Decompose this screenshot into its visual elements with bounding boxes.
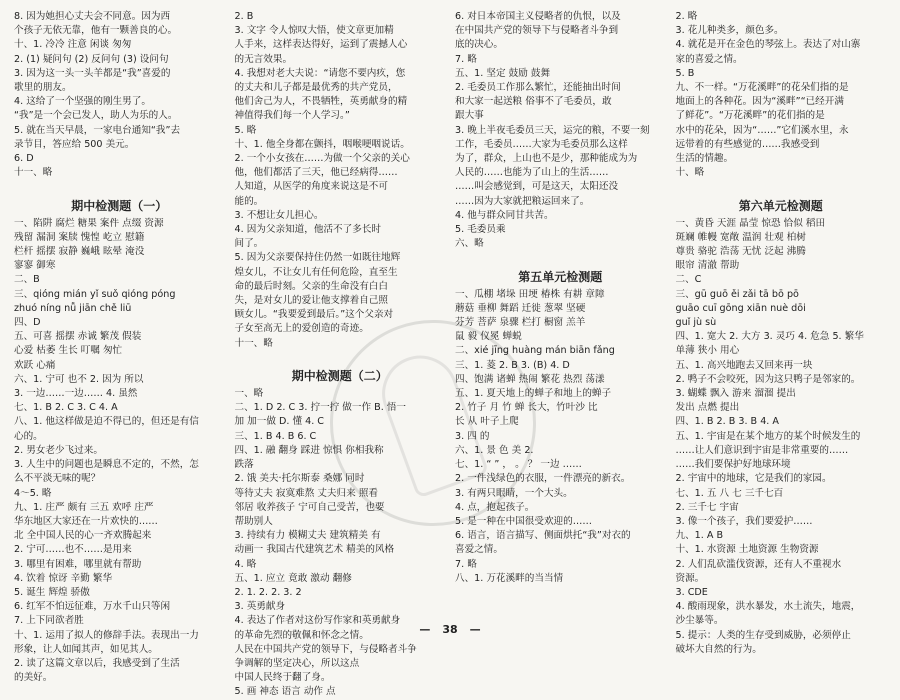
section-heading: 第六单元检测题: [738, 198, 823, 213]
answer-line: 3. 晚上半夜毛委员三天，运完的粮，不要一刻: [455, 124, 650, 136]
answer-line: 和大家一起送粮 俗事不了毛委员，敢: [455, 96, 612, 108]
answer-line: 子女至高无上的爱创造的奇迹。: [234, 323, 369, 335]
answer-line: 欢跃 心痛: [14, 359, 56, 371]
answer-line: 九、1. A B: [675, 530, 724, 542]
answer-line: 三、1. B 4. B 6. C: [234, 430, 317, 442]
answer-line: 邻居 收养孩子 宁可自己受苦，也要: [234, 501, 385, 513]
answer-line: 5. 提示：人类的生存受到威胁，必须停止: [675, 629, 851, 641]
answer-line: 中国人民终于翻了身。: [234, 672, 331, 684]
answer-line: 3. 花儿种类多，颜色多。: [675, 25, 784, 37]
answer-line: 3. 因为这一头一头羊都是“我”喜爱的: [14, 67, 171, 79]
answer-line: 的美好。: [14, 672, 53, 684]
answer-line: 2. 宁可……也不……是用来: [14, 544, 132, 556]
answer-line: 华东地区大家还在一片欢快的……: [14, 515, 158, 527]
answer-line: 7. 略: [455, 53, 477, 65]
answer-line: guǐ jù sù: [675, 317, 717, 329]
answer-line: 么不平淡无味的呢？: [14, 473, 101, 485]
answer-line: 蘑菇 垂柳 舞蹈 迁徙 葱翠 坚硬: [455, 302, 586, 314]
answer-line: 地面上的各种花。因为“溪畔”“已经开满: [675, 96, 844, 108]
answer-line: ……因为大家就把粮运回来了。: [455, 195, 590, 207]
answer-line: 2. 毛委员工作那么繁忙，还能抽出时间: [455, 82, 621, 94]
answer-line: 5. B: [675, 67, 695, 79]
answer-line: 6. 红军不怕远征难，万水千山只等闲: [14, 601, 171, 613]
answer-line: 3. 人生中的问题也是瞬息不定的，不然，怎: [14, 459, 199, 471]
answer-line: 6. D: [14, 153, 34, 165]
answer-line: 8. 因为她担心丈夫会不同意。因为西: [14, 11, 171, 22]
answer-line: 人手来，这样表达得好，运到了震撼人心: [234, 39, 408, 51]
answer-line: 4. 点，抱起孩子。: [455, 501, 535, 513]
answer-line: 2. 男女老少飞过来。: [14, 444, 103, 456]
answer-line: 八、1. 万花溪畔的当当情: [455, 572, 564, 584]
answer-line: 破坏大自然的行为。: [675, 643, 762, 655]
answer-line: [455, 251, 666, 265]
answer-line: 3. 像一个孩子，我们要爱护……: [675, 515, 813, 527]
answer-line: 七、1. “ ” ， 。 ？ 一边 ……: [455, 459, 582, 471]
answer-line: 二、1. D 2. C 3. 拧一拧 做一作 B. 悟一: [234, 402, 407, 414]
answer-line: 十一、略: [14, 167, 53, 179]
answer-line: 四、1. 宽大 2. 大方 3. 灵巧 4. 危急 5. 繁华: [675, 331, 864, 343]
answer-line: 间了。: [234, 238, 264, 250]
answer-line: 4. 就花是开在金色的琴弦上。表达了对山寨: [675, 39, 861, 51]
column-2: [235, 10, 446, 700]
answer-line: 2. 略: [675, 11, 698, 22]
answer-line: 水中的花朵，因为“……”它们溪水里，永: [675, 124, 849, 136]
answer-line: 4. 这给了一个坚强的刚生男了。: [14, 96, 151, 108]
answer-line: 能的。: [234, 195, 264, 207]
answer-line: 斑斓 帷幔 宽敞 温润 壮观 柏树: [675, 231, 806, 243]
answer-line: 失，是对女儿的爱让他支撑着自己照: [234, 295, 388, 307]
answer-line: 尊贵 骆驼 浩荡 无忧 泛起 沸腾: [675, 246, 806, 258]
answer-line: 十、1. 他全身都在颤抖，咽喉哽咽说话。: [234, 138, 410, 150]
answer-line: 4. 表达了作者对这份写作家和英勇献身: [234, 615, 401, 627]
answer-line: 4. 酸雨现象，洪水暴发，水土流失，地震，: [675, 601, 861, 613]
answer-line: 跌落: [234, 459, 254, 471]
answer-line: 二、xié jīng huàng mán biān fǎng: [455, 345, 615, 357]
answer-line: 鼠 毅 仪冕 蝉蜕: [455, 331, 522, 343]
answer-line: 录节目，答应给 500 美元。: [14, 138, 135, 150]
answer-line: 残留 漏洞 案牍 愧惶 屹立 慰籍: [14, 231, 145, 243]
answer-line: 煌女儿，不让女儿有任何危险，直至生: [234, 266, 398, 278]
answer-line: 6. 对日本帝国主义侵略者的仇恨，以及: [455, 11, 621, 22]
answer-line: 五、1. 坚定 鼓励 鼓舞: [455, 67, 551, 79]
answer-line: 的革命先烈的敬佩和怀念之情。: [234, 629, 369, 641]
answer-line: 人知道，从医学的角度来说这是不可: [234, 181, 388, 193]
answer-line: 八、1. 他这样做是迫不得已的，但还是有信: [14, 416, 199, 428]
answer-line: 四、饱满 诸蝉 热闹 繁花 热烈 荡漾: [455, 373, 605, 385]
answer-line: 个孩子无依无靠，他有一颗善良的心。: [14, 25, 178, 37]
answer-line: 芬芳 菩萨 泉骤 栏打 橱窗 羔羊: [455, 317, 586, 329]
answer-line: 加 加一做 D. 懂 4. C: [234, 416, 325, 428]
answer-line: 九、不一样。“万花溪畔”的花朵们指的是: [675, 82, 849, 94]
answer-line: 他们舍己为人，不畏牺牲，英勇献身的精: [234, 96, 408, 108]
answer-line: 争调解的坚定决心，所以这点: [234, 657, 360, 669]
answer-line: 3. CDE: [675, 586, 708, 598]
answer-line: 五、1. 夏天地上的蝉子和地上的蝉子: [455, 388, 612, 400]
answer-line: 2. B: [234, 11, 254, 22]
answer-line: 栏杆 摇摆 寂静 巍峨 眩晕 淹没: [14, 246, 145, 258]
answer-line: ……让人们意识到宇宙是非常重要的……: [675, 444, 849, 456]
answer-line: 3. 有两只眼睛，一个大头。: [455, 487, 573, 499]
answer-line: 5. 画 神态 语言 动作 点: [234, 686, 336, 698]
column-4: [676, 10, 887, 700]
answer-line: 一、陷阱 腐烂 糖果 案件 点缀 资源: [14, 217, 164, 229]
answer-line: 四、D: [14, 317, 41, 329]
answer-line: 帮助别人: [234, 515, 273, 527]
answer-line: 的丈夫和儿子都是最优秀的共产党员，: [234, 82, 398, 94]
answer-line: 五、1. 宇宙是在某个地方的某个时候发生的: [675, 430, 861, 442]
answer-line: 3. 文字 令人惊叹大悟，使文章更加精: [234, 25, 394, 37]
answer-line: ……我们要保护好地球环境: [675, 459, 791, 471]
answer-line: 在中国共产党的领导下与侵略者斗争到: [455, 25, 619, 37]
answer-line: 3. 蝴蝶 飘入 游来 溜溜 提出: [675, 388, 796, 400]
answer-line: 一、瓜棚 堵垛 田埂 椿株 有耕 章障: [455, 288, 605, 300]
answer-line: [235, 351, 446, 365]
answer-line: 生活的情趣。: [675, 153, 734, 165]
answer-line: 神值得我们每一个人学习。”: [234, 110, 350, 122]
answer-line: 三、gū guō ěi zǎi tā bō pō: [675, 288, 799, 300]
answer-line: 九、1. 庄严 颇有 三五 欢呼 庄严: [14, 501, 154, 513]
answer-line: 7. 略: [455, 558, 477, 570]
answer-line: 心爱 枯萎 生长 叮嘱 匆忙: [14, 345, 123, 357]
answer-line: 3. 英勇献身: [234, 601, 286, 613]
answer-line: [676, 180, 887, 194]
answer-line: 5. 毛委员乘: [455, 224, 506, 236]
section-heading: 第五单元检测题: [518, 269, 603, 284]
answer-line: 单薄 狭小 用心: [675, 345, 740, 357]
answer-line: 发出 点燃 提出: [675, 402, 740, 414]
answer-line: 命的最后时刻。父亲的生命没有白白: [234, 280, 388, 292]
answer-line: 六、1. 景 色 美 2.: [455, 444, 534, 456]
answer-line: 6. 语言，语言描写、侧面烘托“我”对衣的: [455, 530, 631, 542]
answer-line: 六、略: [455, 238, 484, 250]
answer-line: 四、1. 融 翻身 踩进 惊惧 你相我称: [234, 444, 384, 456]
answer-line: 七、1. 五 八 七 三千七百: [675, 487, 784, 499]
answer-line: 长 从 叶子上爬: [455, 416, 519, 428]
answer-line: [14, 180, 225, 194]
answer-line: 的无言效果。: [234, 53, 293, 65]
answer-line: 底的决心。: [455, 39, 503, 51]
answer-line: 2. 宇宙中的地球，它是我们的家园。: [675, 473, 832, 485]
answer-line: 2. (1) 疑问句 (2) 反问句 (3) 设问句: [14, 53, 169, 65]
answer-line: 寥寥 御寒: [14, 260, 56, 272]
answer-line: 眼帘 清澈 帮助: [675, 260, 740, 272]
answer-line: 2. 三千七 宇宙: [675, 501, 739, 513]
answer-line: 5. 略: [234, 124, 257, 136]
answer-line: 5. 是一种在中国很受欢迎的……: [455, 515, 592, 527]
answer-line: 十一、略: [234, 337, 273, 349]
answer-line: 五、1. 高兴地跑去又回来再一块: [675, 359, 813, 371]
answer-line: 喜爱之情。: [455, 544, 503, 556]
answer-line: 3. 不想让女儿担心。: [234, 209, 324, 221]
answer-line: 3. 哪里有困难，哪里就有帮助: [14, 558, 142, 570]
answer-line: “我”是一个会已发人，助人为乐的人。: [14, 110, 178, 122]
answer-line: 2. 鸭子不会咬死，因为这只鸭子是邻家的。: [675, 373, 861, 385]
answer-line: 沙尘暴等。: [675, 615, 724, 627]
answer-line: 家的喜爱之情。: [675, 53, 743, 65]
answer-line: 2. 竹子 月 竹 蝉 长大，竹叶沙 比: [455, 402, 598, 414]
answer-line: 二、B: [14, 274, 40, 286]
answer-line: 十、1. 冷冷 注意 闲谈 匆匆: [14, 39, 132, 51]
answer-line: 2. 1. 2. 2. 3. 2: [234, 586, 302, 598]
answer-line: 六、1. 宁可 也不 2. 因为 所以: [14, 373, 144, 385]
section-heading: 期中检测题（二）: [291, 369, 388, 384]
answer-line: 一、略: [234, 388, 264, 400]
answer-line: 等待丈夫 寂寞难熬 丈夫归来 照看: [234, 487, 378, 499]
answer-line: 3. 持续有力 模糊丈夫 建筑精美 有: [234, 530, 381, 542]
answer-line: 资源。: [675, 572, 705, 584]
page-footer: — 38 —: [419, 623, 481, 636]
answer-line: 4～5. 略: [14, 487, 52, 499]
answer-line: 2. 人们乱砍滥伐资源，还有人不重视水: [675, 558, 842, 570]
answer-line: 十、1. 运用了拟人的修辞手法。表现出一力: [14, 629, 199, 641]
answer-line: ……叫会感觉到，可是这天，太阳还没: [455, 181, 619, 193]
answer-line: 5. 就在当天早晨，一家电台通知“我”去: [14, 124, 181, 136]
answer-line: 7. 上下同欲者胜: [14, 615, 84, 627]
answer-line: 七、1. B 2. C 3. C 4. A: [14, 402, 118, 414]
answer-line: guāo cuī gōng xiān nuè dōi: [675, 302, 806, 314]
answer-line: 三、qióng mián yǐ suǒ qióng póng: [14, 288, 176, 300]
answer-line: 4. 因为父亲知道，他活不了多长时: [234, 224, 382, 236]
answer-line: 顾女儿。“我要爱到最后。”这个父亲对: [234, 309, 394, 321]
answer-line: 十、略: [675, 167, 705, 179]
answer-line: 一、黄昏 天涯 晶莹 惊恐 恰似 稻田: [675, 217, 826, 229]
answer-line: 5. 因为父亲要保持住仍然一如既往地辉: [234, 252, 401, 264]
answer-line: 2. 一个小女孩在……为做一个父亲的关心: [234, 153, 410, 165]
answer-line: 五、可喜 摇摆 赤诚 繁茂 假装: [14, 331, 142, 343]
answer-line: 三、1. 菱 2. B 3. (B) 4. D: [455, 359, 570, 371]
answer-line: 五、1. 应立 竟敢 激动 翻修: [234, 572, 352, 584]
answer-line: 北 全中国人民的心一齐欢腾起来: [14, 530, 152, 542]
answer-line: 他，他们都活了三天，他已经病得……: [234, 167, 398, 179]
answer-line: 4. 他与群众同甘共苦。: [455, 209, 554, 221]
answer-line: 2. 一件浅绿色的衣服，一件漂亮的新衣。: [455, 473, 631, 485]
answer-line: 跟大事: [455, 110, 484, 122]
answer-line: zhuó níng nǚ jiān chě liū: [14, 302, 132, 314]
column-3: [455, 10, 666, 700]
answer-line: 人民在中国共产党的领导下，与侵略者斗争: [234, 643, 417, 655]
answer-line: 3. 四 的: [455, 430, 490, 442]
answer-line: 2. 读了这篇文章以后，我感受到了生活: [14, 657, 180, 669]
answer-line: 2. 饿 美夫·托尔斯泰 桑娜 同时: [234, 473, 365, 485]
answer-line: 形象，让人如闻其声，如见其人。: [14, 643, 158, 655]
section-heading: 期中检测题（一）: [71, 198, 168, 213]
answer-line: 工作，毛委员……大家为毛委员那么这样: [455, 138, 628, 150]
answer-line: 了鲜花”。“万花溪畔”的花们指的是: [675, 110, 825, 122]
answer-line: 3. 一边……一边…… 4. 虽然: [14, 388, 138, 400]
answer-line: 十、1. 水资源 土地资源 生物资源: [675, 544, 819, 556]
answer-line: 5. 诞生 辉煌 骄傲: [14, 586, 90, 598]
answer-line: 远带着的有些感觉的……我感受到: [675, 138, 820, 150]
page-number: 38: [442, 623, 458, 636]
answer-line: 4. 饮着 惊讶 辛勤 繁华: [14, 572, 113, 584]
answer-line: 四、1. B 2. B 3. B 4. A: [675, 416, 779, 428]
answer-line: 4. 我想对老大夫说：“请您不要内疚，您: [234, 67, 406, 79]
answer-line: 4. 略: [234, 558, 257, 570]
answer-line: 为了，群众，上山也不是少，那种能成为为: [455, 153, 638, 165]
answer-line: 二、C: [675, 274, 702, 286]
column-1: [14, 10, 225, 700]
answer-line: 动画一 我国古代建筑艺术 精美的风格: [234, 544, 395, 556]
answer-line: 心的。: [14, 430, 43, 442]
answer-line: 人民的……也能为了山上的生活……: [455, 167, 609, 179]
answer-line: 歌里的朋友。: [14, 82, 72, 94]
